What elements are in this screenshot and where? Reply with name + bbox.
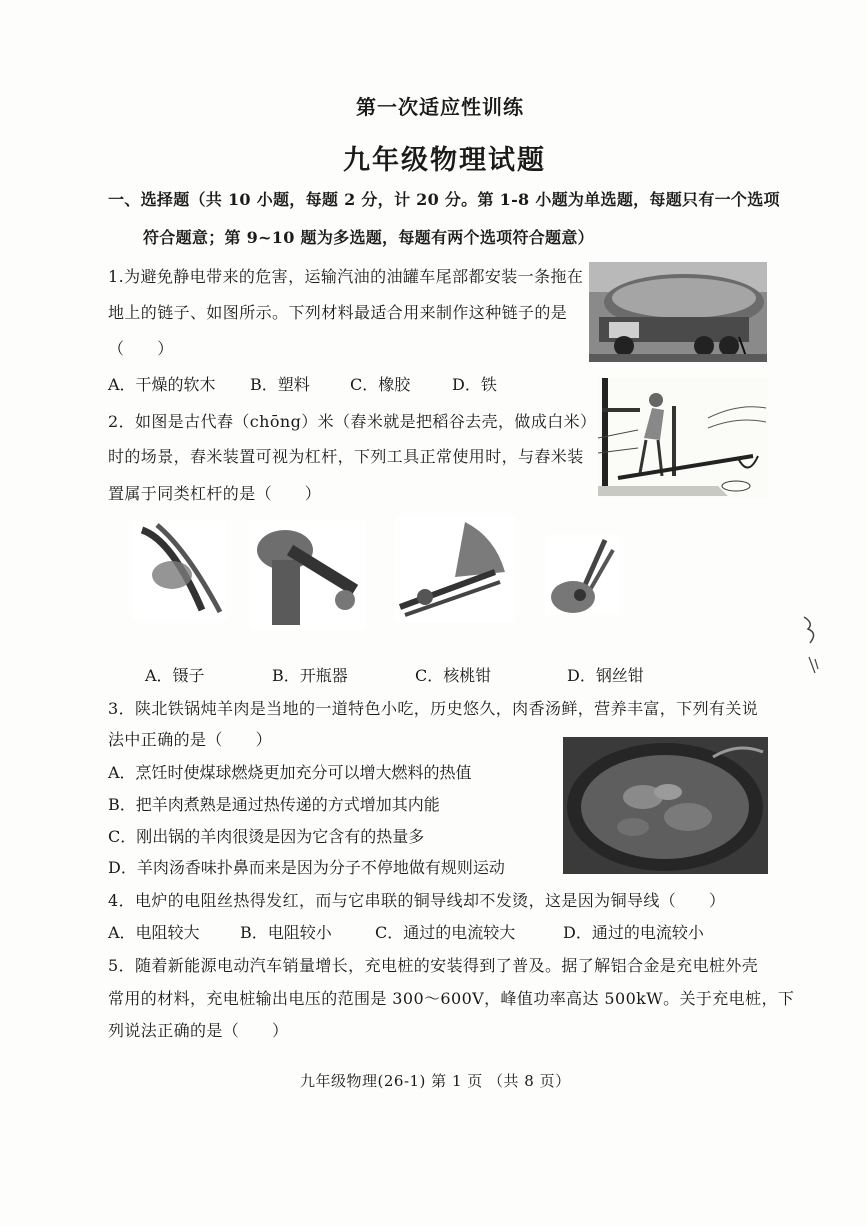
section-heading-line2: 符合题意；第 9~10 题为多选题，每题有两个选项符合题意） [143,228,594,247]
q2-option-a: A．镊子 [145,666,205,685]
q2-option-d: D．钢丝钳 [567,666,644,685]
q2-text-line1: 2．如图是古代舂（chōng）米（舂米就是把稻谷去壳，做成白米） [108,412,597,431]
exam-subtitle: 第一次适应性训练 [356,95,524,119]
q1-text-line1: 1.为避免静电带来的危害，运输汽油的油罐车尾部都安装一条拖在 [108,267,584,286]
q2-option-c: C．核桃钳 [415,666,492,685]
page-footer: 九年级物理(26-1) 第 1 页 （共 8 页） [300,1072,571,1090]
q5-text-line3: 列说法正确的是（ ） [108,1021,289,1040]
q4-text-line1: 4．电炉的电阻丝热得发红，而与它串联的铜导线却不发烫，这是因为铜导线（ ） [108,891,726,910]
bottle-opener-image [250,520,365,630]
q1-text-line2: 地上的链子、如图所示。下列材料最适合用来制作这种链子的是 [108,303,568,322]
exam-title: 九年级物理试题 [343,145,546,176]
section-heading-line1: 一、选择题（共 10 小题，每题 2 分，计 20 分。第 1-8 小题为单选题，每题只有一个选项 [108,190,780,209]
margin-scribble-mark [800,615,822,645]
tanker-truck-image [589,262,767,362]
q5-text-line1: 5．随着新能源电动汽车销量增长，充电桩的安装得到了普及。据了解铝合金是充电桩外壳 [108,956,759,975]
nutcracker-image [395,517,515,622]
q4-option-a: A．电阻较大 [108,923,200,942]
q3-option-c: C．刚出锅的羊肉很烫是因为它含有的热量多 [108,827,425,846]
wire-cutter-image [545,535,620,615]
iron-pot-mutton-image [563,737,768,874]
q1-option-b: B．塑料 [250,375,310,394]
q3-text-line1: 3．陕北铁锅炖羊肉是当地的一道特色小吃，历史悠久，肉香汤鲜，营养丰富，下列有关说 [108,699,759,718]
q5-text-line2: 常用的材料，充电桩输出电压的范围是 300～600V，峰值功率高达 500kW。关于充电桩，下 [108,989,795,1008]
q4-option-c: C．通过的电流较大 [375,923,516,942]
q1-option-a: A．干燥的软木 [108,375,216,394]
q2-option-b: B．开瓶器 [272,666,348,685]
q3-option-a: A．烹饪时使煤球燃烧更加充分可以增大燃料的热值 [108,763,472,782]
q1-option-d: D．铁 [452,375,497,394]
q3-option-d: D．羊肉汤香味扑鼻而来是因为分子不停地做有规则运动 [108,858,505,877]
q1-answer-blank: （ ） [108,339,174,358]
margin-scribble-mark-2 [806,655,822,675]
q2-text-line3: 置属于同类杠杆的是（ ） [108,484,322,503]
q2-text-line2: 时的场景，舂米装置可视为杠杆，下列工具正常使用时，与舂米装 [108,447,584,466]
tweezers-image [132,520,227,620]
q3-option-b: B．把羊肉煮熟是通过热传递的方式增加其内能 [108,795,440,814]
q1-option-c: C．橡胶 [350,375,411,394]
rice-pounding-image [598,378,768,498]
q4-option-d: D．通过的电流较小 [563,923,704,942]
q3-text-line2: 法中正确的是（ ） [108,730,273,749]
q4-option-b: B．电阻较小 [240,923,332,942]
